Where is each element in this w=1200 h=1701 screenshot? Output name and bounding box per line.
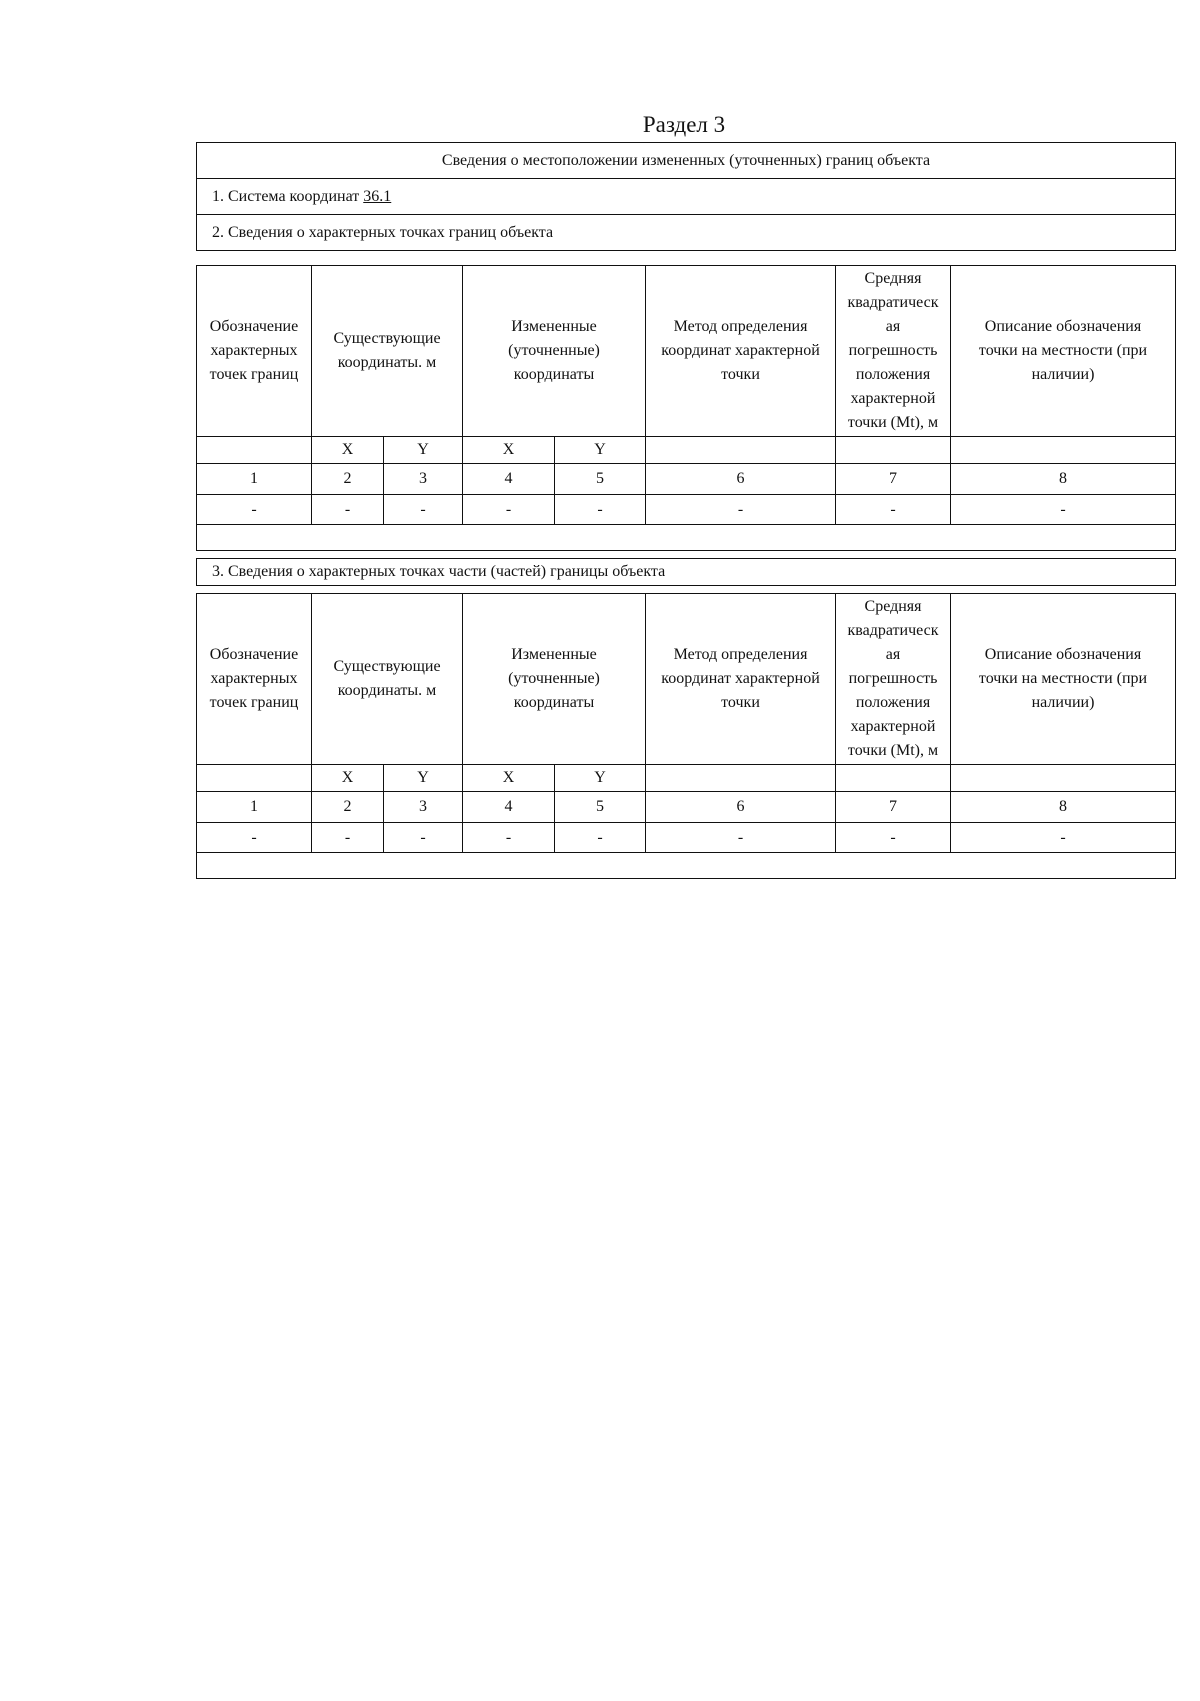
col-existing-coords-header: Существующие координаты. м [312, 266, 463, 437]
table-row [197, 823, 1176, 853]
table-cell [951, 437, 1176, 464]
col-method-header: Метод определения координат характерной точки [646, 266, 836, 437]
col-designation-header: Обозначение характерных точек границ [197, 266, 312, 437]
table-cell: - [312, 823, 384, 853]
table-cell: - [836, 823, 951, 853]
table-cell: - [463, 495, 555, 525]
table-cell: 7 [836, 464, 951, 495]
points-table-2 [196, 593, 1176, 879]
table-row [197, 495, 1176, 525]
page-title: Раздел 3 [642, 112, 726, 137]
table-cell: - [555, 495, 646, 525]
table-cell: 5 [555, 464, 646, 495]
section3-title: 3. Сведения о характерных точках части (частей) границы объекта [197, 559, 1176, 586]
table-cell: - [555, 823, 646, 853]
table-cell [646, 765, 836, 792]
table-cell: Y [384, 437, 463, 464]
column-number-row [197, 792, 1176, 823]
col-error-header: Средняя квадратическ ая погрешность положения характерной точки (Mt), м [836, 266, 951, 437]
table-cell: - [836, 495, 951, 525]
col-description-header: Описание обозначения точки на местности (при наличии) [951, 266, 1176, 437]
info-heading-row [197, 143, 1176, 179]
table-cell [197, 437, 312, 464]
table-cell: Y [555, 437, 646, 464]
table-cell: - [646, 495, 836, 525]
table-cell: 4 [463, 464, 555, 495]
col-designation-header: Обозначение характерных точек границ [197, 594, 312, 765]
table-cell [197, 525, 1176, 551]
coord-system-label: 1. Система координат [212, 187, 360, 205]
header-row [197, 594, 1176, 765]
table-cell: 3 [384, 792, 463, 823]
col-changed-coords-header: Измененные (уточненные) координаты [463, 594, 646, 765]
table-cell: - [951, 823, 1176, 853]
table-cell: - [384, 495, 463, 525]
table-cell: Y [384, 765, 463, 792]
xy-row [197, 437, 1176, 464]
table-cell: X [463, 437, 555, 464]
section3-row [197, 559, 1176, 586]
table-cell [646, 437, 836, 464]
section3-box [196, 558, 1176, 586]
column-number-row [197, 464, 1176, 495]
table-cell: - [951, 495, 1176, 525]
table-cell: 8 [951, 464, 1176, 495]
col-error-header: Средняя квадратическ ая погрешность положения характерной точки (Mt), м [836, 594, 951, 765]
table-cell: - [384, 823, 463, 853]
table-cell: - [312, 495, 384, 525]
table-cell [836, 765, 951, 792]
header-row [197, 266, 1176, 437]
section2-row [197, 215, 1176, 251]
col-method-header: Метод определения координат характерной точки [646, 594, 836, 765]
table-cell: - [463, 823, 555, 853]
table-cell: 1 [197, 464, 312, 495]
table-cell: 2 [312, 464, 384, 495]
coord-system-value: 36.1 [363, 187, 392, 205]
table-cell: 5 [555, 792, 646, 823]
table-cell: - [197, 495, 312, 525]
table-cell: 2 [312, 792, 384, 823]
table-cell: 4 [463, 792, 555, 823]
coord-system [197, 179, 1176, 215]
info-heading: Сведения о местоположении измененных (уточненных) границ объекта [197, 143, 1176, 179]
points-table-1 [196, 265, 1176, 551]
xy-row [197, 765, 1176, 792]
table-cell: - [197, 823, 312, 853]
table-cell [197, 765, 312, 792]
table-cell: 6 [646, 464, 836, 495]
coord-system-row [197, 179, 1176, 215]
table-cell: 1 [197, 792, 312, 823]
table-cell: X [312, 437, 384, 464]
table-cell: X [463, 765, 555, 792]
table-cell: 7 [836, 792, 951, 823]
table-cell: Y [555, 765, 646, 792]
table-cell [836, 437, 951, 464]
table-cell: 3 [384, 464, 463, 495]
table-cell: 8 [951, 792, 1176, 823]
empty-row [197, 853, 1176, 879]
table-cell: - [646, 823, 836, 853]
col-existing-coords-header: Существующие координаты. м [312, 594, 463, 765]
empty-row [197, 525, 1176, 551]
table-cell [951, 765, 1176, 792]
table-cell: X [312, 765, 384, 792]
table-cell [197, 853, 1176, 879]
col-description-header: Описание обозначения точки на местности (при наличии) [951, 594, 1176, 765]
table-cell: 6 [646, 792, 836, 823]
section2-title: 2. Сведения о характерных точках границ объекта [197, 215, 1176, 251]
col-changed-coords-header: Измененные (уточненные) координаты [463, 266, 646, 437]
info-box [196, 142, 1176, 251]
